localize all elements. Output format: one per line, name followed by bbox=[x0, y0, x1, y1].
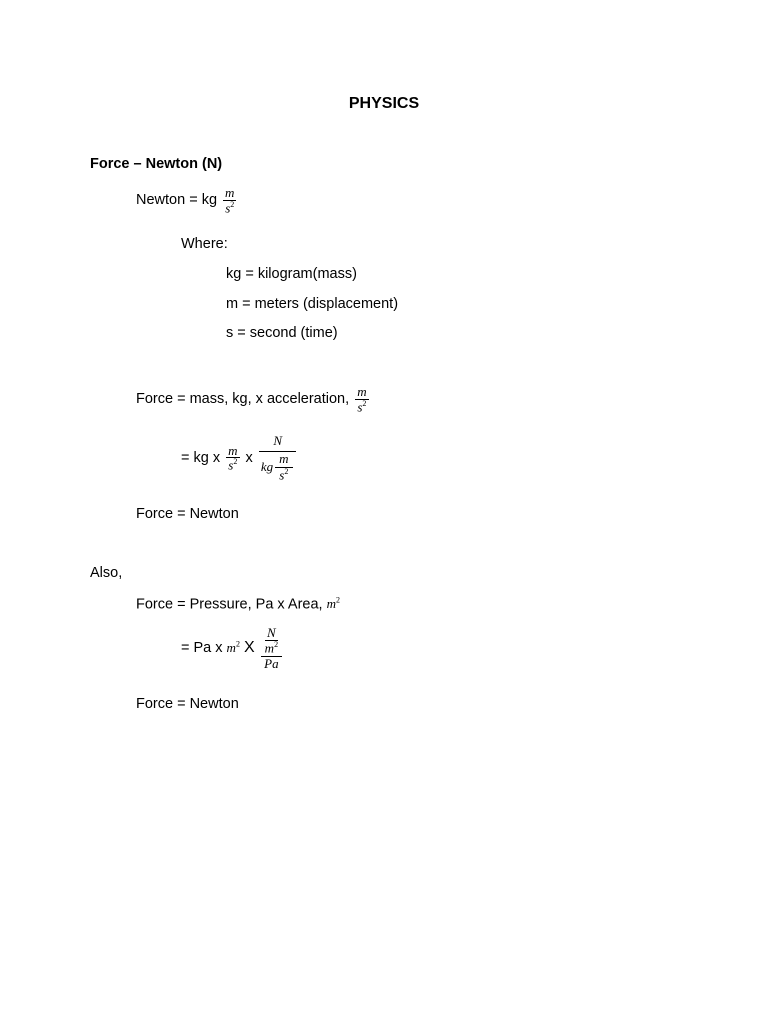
force-equation-1 bbox=[136, 385, 371, 414]
area-unit-base: m bbox=[326, 596, 336, 612]
page-title: PHYSICS bbox=[348, 95, 420, 112]
fraction-denominator bbox=[259, 452, 297, 483]
definition-s: s = second (time) bbox=[226, 325, 338, 341]
fraction-numerator: m bbox=[357, 384, 367, 399]
area-unit-base: m bbox=[226, 639, 236, 655]
fraction-denominator bbox=[355, 400, 368, 414]
force-equation-2-prefix: = kg x bbox=[181, 449, 221, 466]
exponent: 2 bbox=[284, 467, 289, 477]
times-sign: X bbox=[243, 638, 255, 656]
fraction-denominator-base: s bbox=[225, 199, 231, 215]
fraction-denominator-base: s bbox=[279, 467, 285, 483]
force-equation-3-text: Force = Pressure, Pa x Area, bbox=[136, 596, 323, 613]
force-equation-3 bbox=[136, 597, 340, 612]
force-equation-4-prefix: = Pa x bbox=[181, 639, 223, 656]
newton-unit-fraction bbox=[223, 186, 236, 215]
force-result-1: Force = Newton bbox=[136, 506, 239, 522]
newton-definition bbox=[136, 186, 238, 215]
fraction-denominator-base: m bbox=[264, 639, 275, 655]
exponent: 2 bbox=[235, 639, 240, 649]
section-heading: Force – Newton (N) bbox=[90, 156, 223, 172]
fraction-numerator: m bbox=[225, 185, 235, 200]
exponent: 2 bbox=[336, 596, 340, 605]
denominator-kg: kg bbox=[260, 459, 274, 475]
fraction-denominator bbox=[223, 201, 236, 215]
fraction-denominator-base: s bbox=[357, 398, 363, 414]
acceleration-unit-fraction bbox=[355, 385, 368, 414]
fraction-numerator bbox=[261, 626, 282, 657]
fraction-denominator bbox=[226, 458, 239, 472]
force-equation-4 bbox=[181, 626, 284, 670]
exponent: 2 bbox=[230, 199, 235, 209]
mps2-fraction bbox=[226, 444, 239, 473]
fraction-denominator bbox=[277, 468, 290, 482]
definition-kg: kg = kilogram(mass) bbox=[226, 266, 357, 282]
area-unit bbox=[327, 596, 340, 611]
exponent: 2 bbox=[362, 398, 367, 408]
pressure-fraction bbox=[261, 626, 282, 670]
fraction-numerator: N bbox=[267, 625, 276, 640]
fraction-numerator: m bbox=[228, 442, 238, 458]
fraction-denominator: Pa bbox=[264, 655, 279, 671]
definition-m: m = meters (displacement) bbox=[226, 296, 399, 312]
newton-over-kgmps2-fraction bbox=[259, 434, 297, 482]
force-equation-1-text: Force = mass, kg, x acceleration, bbox=[136, 391, 350, 408]
n-over-m2-fraction bbox=[263, 626, 280, 655]
where-label: Where: bbox=[181, 236, 228, 252]
also-label: Also, bbox=[90, 565, 123, 581]
newton-definition-lhs: Newton = kg bbox=[136, 192, 218, 209]
fraction-denominator-base: s bbox=[228, 457, 234, 473]
force-result-2: Force = Newton bbox=[136, 696, 239, 712]
area-unit bbox=[227, 640, 240, 655]
inner-mps2-fraction bbox=[275, 452, 292, 483]
fraction-numerator: m bbox=[275, 452, 292, 469]
times-sign: x bbox=[245, 449, 253, 466]
fraction-denominator bbox=[263, 641, 280, 655]
exponent: 2 bbox=[233, 457, 238, 467]
exponent: 2 bbox=[274, 639, 279, 649]
fraction-numerator: N bbox=[259, 434, 296, 452]
force-equation-2 bbox=[181, 434, 299, 482]
